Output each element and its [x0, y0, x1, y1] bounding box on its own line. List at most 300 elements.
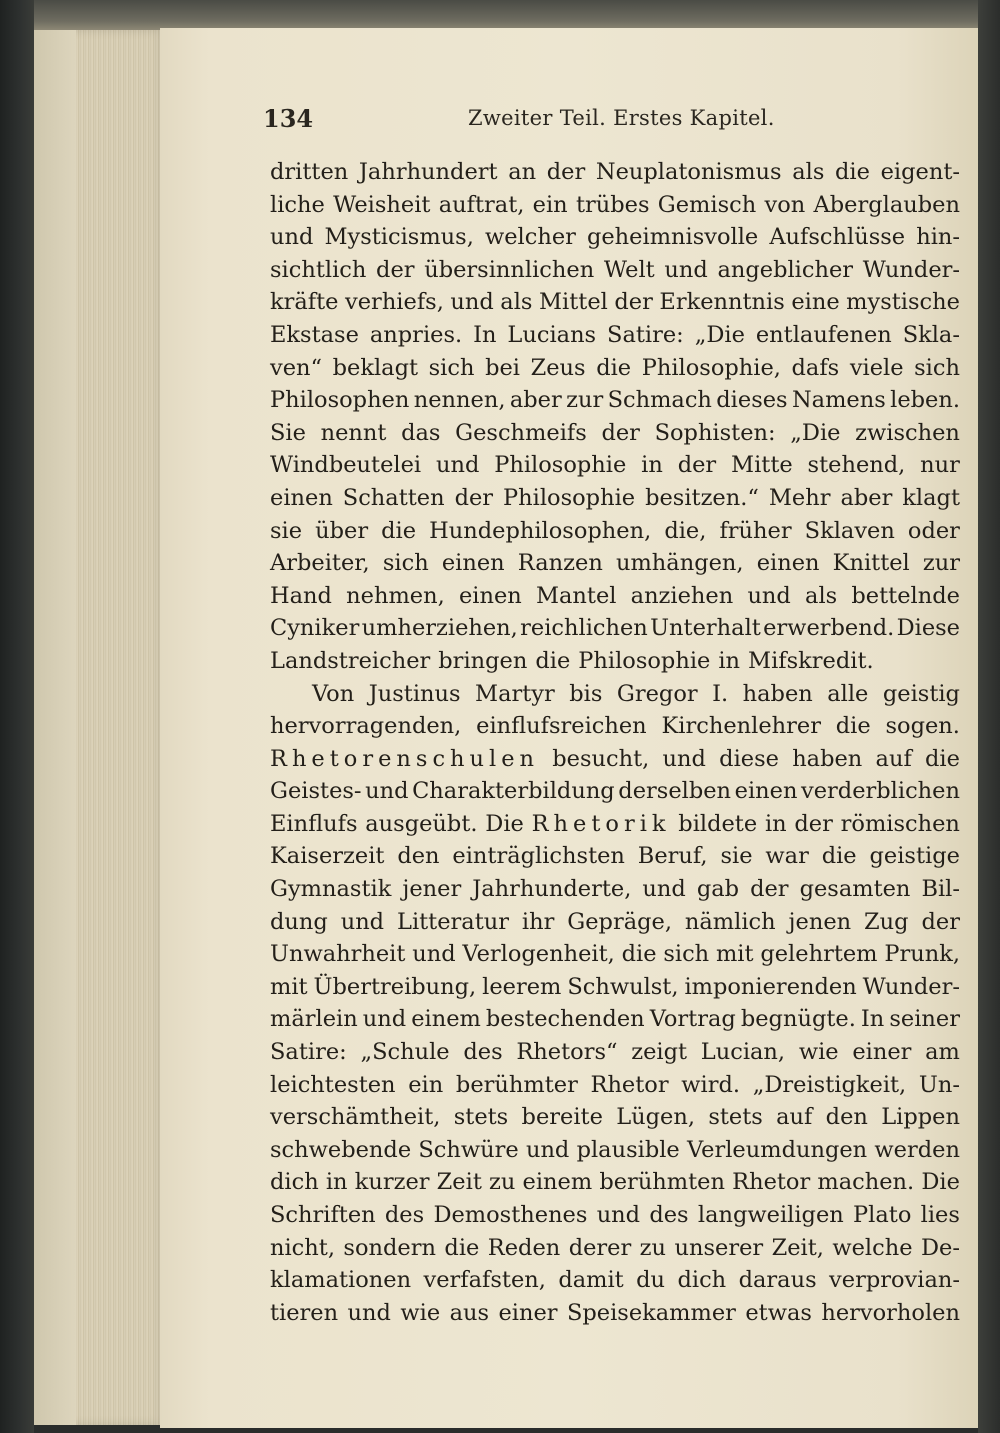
word: zu [489, 1169, 516, 1196]
page-number: 134 [263, 104, 314, 133]
word: Mitte [731, 452, 793, 479]
word: mit [715, 941, 754, 968]
word: der [921, 908, 960, 935]
word: welcher [484, 224, 576, 251]
text-line [270, 384, 960, 417]
word: Schwüre [418, 1136, 519, 1163]
word: dich [270, 1169, 319, 1196]
word: nämlich [684, 908, 776, 935]
word: dich [677, 1267, 727, 1294]
word: und [596, 1202, 641, 1228]
word: märlein [270, 1006, 358, 1033]
word: die [835, 159, 870, 185]
word: Mysticismus, [324, 224, 474, 251]
word: ein [408, 1071, 444, 1098]
word: Sie [270, 419, 306, 446]
word: I. [712, 680, 729, 707]
word: Schmach [607, 387, 712, 414]
word: einen [734, 778, 798, 805]
word: mit [270, 973, 308, 1000]
word: und [435, 452, 480, 479]
word: Kirchenlehrer [661, 713, 821, 740]
word: Jahrhundert [358, 159, 498, 185]
word: Philosophie [503, 484, 636, 511]
word: anpries. [369, 321, 463, 348]
word: bestechenden [485, 1006, 645, 1033]
word: zu [639, 1234, 667, 1261]
word: einer [498, 1299, 558, 1326]
word: einträglichsten [452, 843, 625, 870]
word: Verlogenheit, [462, 941, 615, 968]
word: Satire: [270, 1039, 347, 1066]
word: zwischen [855, 419, 960, 446]
word: Rhetorenschulen [270, 745, 540, 772]
word: berühmter [455, 1071, 578, 1098]
text-line [270, 775, 960, 808]
word: des [649, 1202, 689, 1228]
word: jenen [788, 908, 852, 935]
word: und [662, 745, 706, 772]
word: Sophisten: [654, 419, 776, 446]
word: Rhetorik [531, 810, 671, 837]
word: ausgeübt. [365, 810, 478, 837]
word: hervorholen [821, 1299, 960, 1326]
word: verschämtheit, [270, 1104, 441, 1131]
text-line [270, 1166, 960, 1199]
word: früher [719, 517, 792, 544]
word: nehmen, [346, 582, 445, 609]
word: und [365, 778, 409, 805]
word: der [454, 484, 494, 511]
word: bildete [678, 810, 758, 837]
word: und [664, 256, 708, 283]
word: Erkenntnis [659, 289, 785, 316]
text-line [270, 612, 960, 645]
word: Mifskredit. [748, 647, 874, 674]
word: Geschmeifs [455, 419, 587, 446]
word: Hand [270, 582, 332, 609]
word: sogen. [885, 713, 960, 740]
word: Gemisch [657, 191, 757, 218]
word: auf [875, 745, 912, 772]
word: der [677, 452, 717, 479]
word: zeigt [631, 1039, 688, 1066]
book-right-edge [978, 0, 1000, 1433]
text-line [270, 580, 960, 613]
word: sich [428, 354, 475, 381]
word: hin- [916, 224, 960, 251]
word: geheimnisvolle [586, 224, 759, 251]
word: die [535, 647, 571, 674]
word: verderblichen [801, 778, 960, 805]
word: Die [485, 810, 524, 837]
word: bei [485, 354, 520, 381]
word: der [794, 810, 833, 837]
word: Ranzen [517, 550, 603, 577]
word: Landstreicher [270, 647, 431, 674]
word: ihr [521, 908, 555, 935]
word: angeblicher [717, 256, 854, 283]
word: die [596, 354, 632, 381]
book-cover-edge [0, 0, 34, 1433]
word: und [347, 1299, 391, 1326]
word: Verleumdungen [686, 1136, 868, 1163]
word: verhiefs, [345, 289, 444, 316]
word: dafs [791, 354, 840, 381]
word: sichtlich [270, 256, 367, 283]
word: Zeus [530, 354, 586, 381]
word: Wunder- [862, 973, 960, 1000]
word: und [450, 289, 494, 316]
word: imponierenden [684, 973, 857, 1000]
word: Speisekammer [566, 1299, 736, 1326]
word: Von [312, 680, 355, 707]
word: leben. [890, 387, 960, 414]
word: Lucian, [700, 1039, 786, 1066]
word: Die [921, 1169, 960, 1196]
word: umhängen, [615, 550, 744, 577]
text-line [270, 156, 960, 189]
word: verfafsten, [423, 1267, 546, 1294]
body-text [270, 156, 960, 1329]
word: in [641, 452, 663, 479]
word: gelehrtem [760, 941, 878, 968]
word: nennt [320, 419, 387, 446]
word: machen. [817, 1169, 915, 1196]
word: klamationen [270, 1267, 412, 1294]
text-line [270, 221, 960, 254]
page-header [263, 104, 953, 144]
word: in [718, 647, 741, 674]
word: haben [742, 680, 813, 707]
word: Gregor [616, 680, 698, 707]
text-line [270, 808, 960, 841]
word: bettelnde [851, 582, 960, 609]
word: als [805, 582, 838, 609]
word: klagt [902, 484, 960, 511]
word: Justinus [368, 680, 461, 707]
word: schwebende [270, 1136, 412, 1163]
word: Rhetor [590, 1071, 669, 1098]
word: und [362, 1006, 407, 1033]
text-line [270, 1036, 960, 1069]
word: Arbeiter, [270, 550, 370, 577]
word: stets [453, 1104, 509, 1131]
running-head: Zweiter Teil. Erstes Kapitel. [468, 106, 775, 130]
word: römischen [840, 810, 960, 837]
word: damit [558, 1267, 624, 1294]
word: sie [720, 843, 753, 870]
word: gab [696, 876, 740, 903]
word: wie [798, 1039, 839, 1066]
word: wird. [681, 1071, 741, 1098]
word: trübes [575, 191, 650, 218]
text-line [270, 710, 960, 743]
text-line [270, 1264, 960, 1297]
word: am [925, 1039, 960, 1066]
word: Unwahrheit [270, 941, 406, 968]
word: Philosophen [270, 387, 410, 414]
word: Satire: [607, 321, 684, 348]
word: De- [920, 1234, 960, 1261]
word: Beruf, [637, 843, 708, 870]
text-line [270, 1003, 960, 1036]
word: sie [270, 517, 303, 544]
word: in [764, 810, 787, 837]
word: ein [532, 191, 568, 218]
word: die [444, 1234, 480, 1261]
word: werden [874, 1136, 960, 1163]
word: derselben [618, 778, 732, 805]
word: Mittel [539, 289, 608, 316]
word: Litteratur [397, 908, 509, 935]
text-line [270, 743, 960, 776]
word: verprovian- [829, 1267, 960, 1294]
word: dritten [270, 159, 349, 185]
word: der [376, 256, 415, 283]
word: Ekstase [270, 321, 359, 348]
page-top-edge [34, 0, 984, 30]
word: berühmten [599, 1169, 725, 1196]
word: einen [441, 550, 505, 577]
word: sich [382, 550, 429, 577]
word: Zeit, [771, 1234, 824, 1261]
word: Gepräge, [567, 908, 672, 935]
word: dung [270, 908, 328, 935]
word: Plato [853, 1202, 912, 1228]
text-line [270, 352, 960, 385]
word: jener [402, 876, 462, 903]
word: einen [270, 484, 333, 511]
word: als [500, 289, 533, 316]
word: „Die [790, 419, 841, 446]
word: und [747, 582, 791, 609]
word: Einflufs [270, 810, 358, 837]
word: tieren [270, 1299, 339, 1326]
word: reichlichen [520, 615, 648, 642]
text-line [270, 873, 960, 906]
word: Übertreibung, [313, 973, 477, 1000]
word: umherziehen, [361, 615, 518, 642]
word: auftrat, [438, 191, 525, 218]
word: nennen, [413, 387, 506, 414]
word: oder [907, 517, 960, 544]
word: bringen [438, 647, 528, 674]
word: die, [664, 517, 707, 544]
word: begnügte. [740, 1006, 856, 1033]
word: Aberglauben [813, 191, 960, 218]
word: einen [756, 550, 820, 577]
word: den [825, 1104, 868, 1131]
word: Hundephilosophen, [429, 517, 652, 544]
word: langweiligen [697, 1202, 844, 1228]
word: haben [792, 745, 863, 772]
word: Mehr [768, 484, 831, 511]
word: die [835, 713, 871, 740]
word: In [860, 1006, 885, 1033]
word: derer [568, 1234, 632, 1261]
word: eigent- [880, 159, 960, 185]
word: kurzer [354, 1169, 430, 1196]
text-line [270, 1101, 960, 1134]
word: des [463, 1039, 503, 1066]
word: stehend, [807, 452, 906, 479]
word: Philosophie [494, 452, 627, 479]
text-line [270, 906, 960, 939]
word: dieses [716, 387, 788, 414]
word: Zeit [436, 1169, 482, 1196]
word: leichtesten [270, 1071, 396, 1098]
word: nur [920, 452, 960, 479]
word: etwas [745, 1299, 812, 1326]
word: Philosophie, [641, 354, 781, 381]
word: Charakterbildung [412, 778, 615, 805]
word: eine [791, 289, 840, 316]
word: entlaufenen [755, 321, 892, 348]
word: sich [663, 941, 710, 968]
word: über [315, 517, 369, 544]
text-line [270, 971, 960, 1004]
word: Diese [896, 615, 960, 642]
word: leerem [482, 973, 562, 1000]
word: des [384, 1202, 425, 1228]
text-line [270, 254, 960, 287]
word: und [270, 224, 314, 251]
word: den [397, 843, 440, 870]
word: einem [522, 1169, 593, 1196]
word: einen [458, 582, 522, 609]
text-line [270, 678, 960, 711]
word: Sklaven [804, 517, 895, 544]
word: Weisheit [333, 191, 431, 218]
word: seiner [889, 1006, 960, 1033]
word: Martyr [475, 680, 555, 707]
word: die [925, 745, 960, 772]
text-line [270, 547, 960, 580]
word: Schwulst, [567, 973, 679, 1000]
word: Unterhalt [650, 615, 761, 642]
word: Namens [791, 387, 886, 414]
text-line [270, 286, 960, 319]
word: welche [832, 1234, 913, 1261]
word: Skla- [902, 321, 960, 348]
word: wie [400, 1299, 441, 1326]
word: Schatten [342, 484, 445, 511]
word: der [614, 289, 653, 316]
word: übersinnlichen [424, 256, 595, 283]
word: Rhetors“ [516, 1039, 618, 1066]
word: und [642, 876, 686, 903]
word: die [381, 517, 417, 544]
word: Philosophie [578, 647, 711, 674]
word: Gymnastik [270, 876, 392, 903]
text-line [270, 645, 960, 678]
word: Zug [864, 908, 909, 935]
word: Rhetor [732, 1169, 811, 1196]
word: einem [411, 1006, 481, 1033]
text-line [270, 1134, 960, 1167]
word: und [340, 908, 385, 935]
word: mystische [846, 289, 960, 316]
text-line [270, 938, 960, 971]
word: gesamten [799, 876, 911, 903]
word: der [601, 419, 640, 446]
word: erwerbend. [763, 615, 895, 642]
word: die [821, 843, 857, 870]
word: in [325, 1169, 348, 1196]
text-line [270, 449, 960, 482]
word: kräfte [270, 289, 339, 316]
text-line [270, 1199, 960, 1232]
word: lies [920, 1202, 960, 1228]
word: von [764, 191, 806, 218]
word: war [765, 843, 809, 870]
word: diese [719, 745, 779, 772]
word: Reden [487, 1234, 561, 1261]
word: Lippen [881, 1104, 960, 1131]
word: das [401, 419, 441, 446]
word: Neuplatonismus [595, 159, 782, 185]
page-stack-outer [34, 30, 76, 1425]
word: Wunder- [862, 256, 960, 283]
word: geistig [882, 680, 960, 707]
word: Demosthenes [433, 1202, 588, 1228]
word: Mantel [535, 582, 617, 609]
word: unserer [674, 1234, 764, 1261]
word: Un- [918, 1071, 960, 1098]
word: die [621, 941, 657, 968]
word: geistige [869, 843, 960, 870]
word: und [525, 1136, 570, 1163]
word: als [792, 159, 825, 185]
word: alle [827, 680, 869, 707]
word: Schriften [270, 1202, 376, 1228]
word: Welt [603, 256, 655, 283]
word: viele [849, 354, 904, 381]
word: bis [569, 680, 603, 707]
word: „Die [694, 321, 745, 348]
word: Vortrag [649, 1006, 736, 1033]
text-line [270, 1232, 960, 1265]
text-line [270, 417, 960, 450]
word: plausible [576, 1136, 680, 1163]
word: Bil- [921, 876, 960, 903]
text-line [270, 319, 960, 352]
word: und [412, 941, 456, 968]
word: einflufsreichen [476, 713, 647, 740]
word: beklagt [332, 354, 419, 381]
word: aber [840, 484, 893, 511]
word: einer [852, 1039, 912, 1066]
word: nicht, [270, 1234, 335, 1261]
word: Windbeutelei [270, 452, 422, 479]
text-line [270, 189, 960, 222]
word: aus [449, 1299, 490, 1326]
word: bereite [521, 1104, 603, 1131]
text-line [270, 1069, 960, 1102]
word: zur [922, 550, 960, 577]
text-line [270, 515, 960, 548]
word: ven“ [270, 354, 323, 381]
word: hervorragenden, [270, 713, 462, 740]
word: zur [566, 387, 604, 414]
word: liche [270, 191, 325, 218]
word: Jahrhunderte, [472, 876, 632, 903]
word: Lügen, [616, 1104, 695, 1131]
word: anziehen [630, 582, 734, 609]
text-line [270, 1297, 960, 1330]
word: daraus [738, 1267, 817, 1294]
